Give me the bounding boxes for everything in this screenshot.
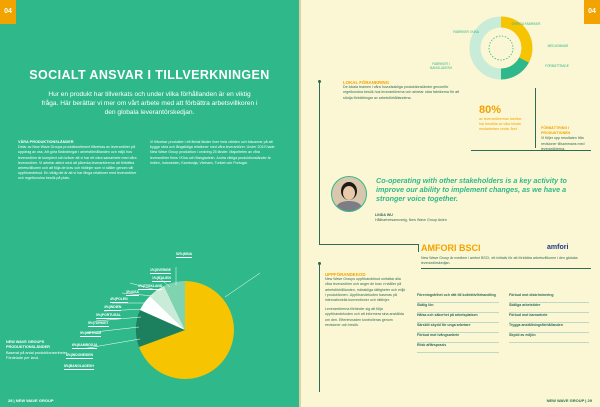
list-item: Skäliga arbetstider [509,303,589,313]
column-text: Delar av New Wave Groups produktsortiment tillverkas av leverantörer på uppdrag av oss. Att göra förändringar i arbetsförhållanden och miljö hos leverantörer är komplext och kräver att vi har ett nära samarbete med våra leverantörer. Vi arbetar aktivt med att påverka leverantörerna att förbättra arbetsvillkoren och att följa de krav och riktlinjer som vi ställer genom vår uppförandekod. En viktig del är att vi har långa relationer med leverantörer och regelbundna besök på plats. [18,145,137,181]
section-text: Leverantörerna förbinder sig att följa uppförandekoden och att informera sina anställda om den. Efterlevnaden kontrolleras genom revisioner och besök. [325,307,404,327]
timeline-dot [318,262,321,265]
pie-label: 4%|INDIEN [104,305,122,309]
list-item: Skydd av miljön [509,333,589,343]
pie-label: 6%|INDONESIEN [66,353,93,357]
pie-label: 1%|TYSKLAND [138,284,163,288]
section-heading: FÖRBÄTTRING I PRODUKTIONEN [541,126,571,136]
caption-heading: NEW WAVE GROUPS PRODUKTIONSLÄNDER [6,340,50,350]
stat-text: av leverantörernas fabriker har besökts av våra lokala medarbetare under året. [479,117,522,132]
pie-label: 3%|USA [126,290,140,294]
donut-label: FABRIKER I BANGLADESH [430,62,452,70]
pie-label: 5%|VIETNAM [80,331,102,335]
page-title: SOCIALT ANSVAR I TILLVERKNINGEN [29,68,270,82]
connector-line [418,244,419,252]
pie-label: 52%|KINA [176,252,193,256]
list-item: Skälig lön [417,303,499,313]
amfori-text: New Wave Group är medlem i amfori BSCI, ett initiativ för att förbättra arbetsvillkoren i den globala leverantörskedjan. [421,256,578,266]
connector-line [319,244,419,245]
amfori-heading: AMFORI BSCI [421,243,481,253]
person-title: Hållbarhetsansvarig, New Wave Group Asien [375,218,447,223]
quote-attribution [375,213,515,223]
donut-label: FABRIKER I KINA [453,30,479,34]
list-item: Förbud mot barnarbete [509,313,589,323]
section-heading: UPPFÖRANDEKOD [325,272,366,277]
donut-label: ÖVRIGA FABRIKER [511,22,541,26]
page-folio-left: 28 | NEW WAVE GROUP [8,398,54,403]
divider-line [421,268,591,269]
list-item: Förbud mot tvångsarbete [417,333,499,343]
page-tab-right: 04 [584,0,600,24]
list-item: Särskilt skydd för unga arbetare [417,323,499,333]
pie-label: 6%|KAMBODJA [72,343,98,347]
column-heading: VÅRA PRODUKTIONSLÄNDER [18,140,74,144]
pie-label: 1%|ITALIEN [152,276,171,280]
list-item: Föreningsfrihet och rätt till kollektivförhandling [417,293,499,303]
pie-label: 1%|SVERIGE [150,268,171,272]
pie-label: 5%|PORTUGAL [96,313,121,317]
list-item: Hälsa och säkerhet på arbetsplatsen [417,313,499,323]
page-folio-right: NEW WAVE GROUP | 29 [546,398,592,403]
text-column-1 [18,140,142,182]
lead-text: Hur en produkt har tillverkats och under vilka förhållanden är en viktig fråga. Här berättar vi mer om vårt arbete med att förbättra arbetsvillkoren i den globala leverantörskedjan. [41,91,258,116]
amfori-logo: amfori [547,244,569,251]
text-column-2 [150,140,278,166]
timeline-line [319,262,320,392]
right-page-lower [301,0,600,407]
section-text: Vi följer upp resultaten från revisioner tillsammans med leverantörerna. [541,136,585,151]
column-text: Vi tillverkar produkter i ett flertal länder över hela världen och fokuserar på att bygga nära och långsiktiga relationer med våra leverantörer. Under 2019 hade New Wave Group produktion i omkring 25 länder. Majoriteten av våra leverantörer finns i Kina och Bangladesh. Andra viktiga produktionsländer är Indien, Indonesien, Kambodja, Vietnam, Turkiet och Portugal. [150,140,275,165]
stat-value: 80% [479,104,502,116]
section-text: New Wave Groups uppförandekod omfattar alla våra leverantörer och anger de krav vi ställer på arbetsförhållanden, mänskliga rättigheter och miljö i produktionen. Uppförandekoden baseras på internationella konventioner och riktlinjer. [325,277,406,303]
code-section [325,272,407,328]
code-bullets-left [417,293,499,353]
code-bullets-right [509,293,589,343]
caption-text: Baserat på antal produktionsenheter. Fördelade per land. [6,350,69,361]
pull-quote: Co-operating with other stakeholders is a key activity to improve our ability to implement changes, as we have a stronger voice together. [376,176,567,204]
list-item: Trygga anställningsförhållanden [509,323,589,333]
page-tab-left: 04 [0,0,16,24]
left-page [0,0,299,407]
donut-label: FÖRBÄTTRADE [545,64,569,68]
pie-label: 8%|BANGLADESH [64,364,94,368]
list-item: Etisk affärspraxis [417,343,499,353]
pie-label: 4%|POLEN [110,297,128,301]
pie-label: 5%|TURKIET [88,321,109,325]
chart-caption [6,340,70,362]
section-heading: LOKAL FÖRANKRING [343,80,390,85]
section-text: De lokala teamen i våra huvudsakliga produktionsländer genomför regelbundna besök hos leverantörerna och arbetar nära fabrikerna för att stödja förbättringar av arbetsförhållandena. [343,85,460,100]
list-item: Förbud mot diskriminering [509,293,589,303]
person-name: LINDA WU [375,213,393,217]
donut-label: MEDLEMMAR [547,44,569,48]
